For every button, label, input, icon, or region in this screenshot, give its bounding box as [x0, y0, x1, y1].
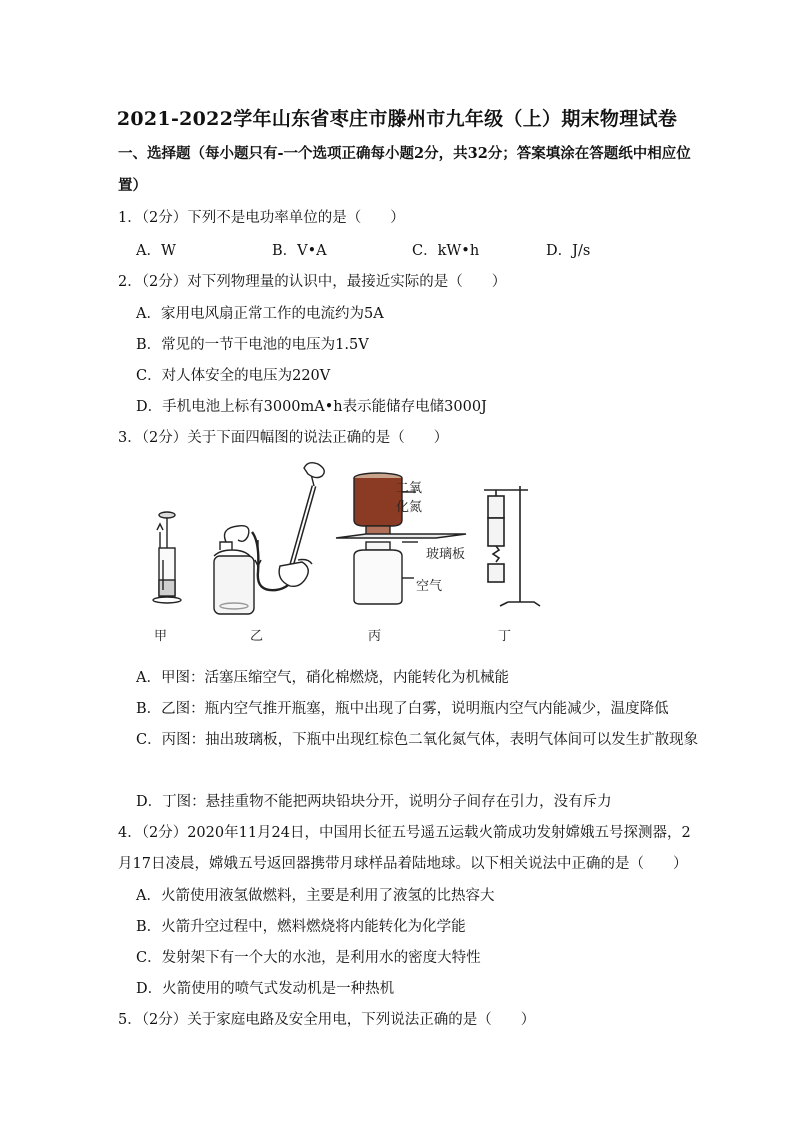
question-1-option-a: A．W — [136, 243, 176, 259]
question-1-stem: 1．（2分）下列不是电功率单位的是（ ） — [118, 210, 405, 226]
question-2-option-c: C．对人体安全的电压为220V — [136, 368, 331, 384]
figure-caption-jia: 甲 — [154, 629, 168, 644]
question-4-stem-line-2: 月17日凌晨，嫦娥五号返回器携带月球样品着陆地球。以下相关说法中正确的是（ ） — [118, 856, 688, 872]
question-3-stem: 3．（2分）关于下面四幅图的说法正确的是（ ） — [118, 430, 449, 446]
question-4-option-b: B．火箭升空过程中，燃料燃烧将内能转化为化学能 — [136, 919, 466, 935]
question-3-option-b: B．乙图：瓶内空气推开瓶塞，瓶中出现了白雾，说明瓶内空气内能减少，温度降低 — [136, 701, 669, 717]
question-2-stem: 2．（2分）对下列物理量的认识中，最接近实际的是（ ） — [118, 274, 507, 290]
page-title: 2021-2022学年山东省枣庄市滕州市九年级（上）期末物理试卷 — [116, 108, 678, 130]
question-3-option-d: D．丁图：悬挂重物不能把两块铅块分开，说明分子间存在引力，没有斥力 — [136, 794, 612, 810]
figure-ding-lead-blocks — [484, 486, 540, 606]
question-1-option-b: B．V•A — [272, 243, 327, 259]
question-4-option-a: A．火箭使用液氢做燃料，主要是利用了液氢的比热容大 — [136, 888, 495, 904]
question-3-option-c: C．丙图：抽出玻璃板，下瓶中出现红棕色二氧化氮气体，表明气体间可以发生扩散现象 — [136, 732, 699, 748]
question-4-option-c: C．发射架下有一个大的水池，是利用水的密度大特性 — [136, 950, 481, 966]
figure-label-no2-line2: 化氮 — [396, 500, 423, 515]
question-3-option-a: A．甲图：活塞压缩空气，硝化棉燃烧，内能转化为机械能 — [136, 670, 509, 686]
figure-label-air: 空气 — [416, 579, 443, 594]
question-4-stem-line-1: 4．（2分）2020年11月24日，中国用长征五号遥五运载火箭成功发射嫦娥五号探测器，2 — [118, 825, 691, 841]
section-heading: 一、选择题（每小题只有-一个选项正确每小题2分，共32分；答案填涂在答题纸中相应位置） — [118, 145, 691, 194]
figure-jia-compression-syringe — [153, 512, 181, 603]
figure-caption-yi: 乙 — [250, 629, 264, 644]
question-1-option-c: C．kW•h — [412, 243, 480, 259]
question-2-option-a: A．家用电风扇正常工作的电流约为5A — [136, 306, 384, 322]
question-4-option-d: D．火箭使用的喷气式发动机是一种热机 — [136, 981, 395, 997]
figure-caption-ding: 丁 — [498, 629, 512, 644]
figure-caption-bing: 丙 — [368, 629, 382, 644]
question-3-figure — [148, 460, 568, 650]
question-5-stem: 5．（2分）关于家庭电路及安全用电，下列说法正确的是（ ） — [118, 1012, 536, 1028]
question-2-option-b: B．常见的一节干电池的电压为1.5V — [136, 337, 369, 353]
figure-yi-bottle-pump — [214, 463, 324, 614]
question-1-option-d: D．J/s — [546, 243, 591, 259]
question-2-option-d: D．手机电池上标有3000mA•h表示能储存电储3000J — [136, 399, 487, 415]
figure-label-glass-plate: 玻璃板 — [426, 547, 466, 562]
figure-label-no2-line1: 二氧 — [396, 481, 423, 496]
